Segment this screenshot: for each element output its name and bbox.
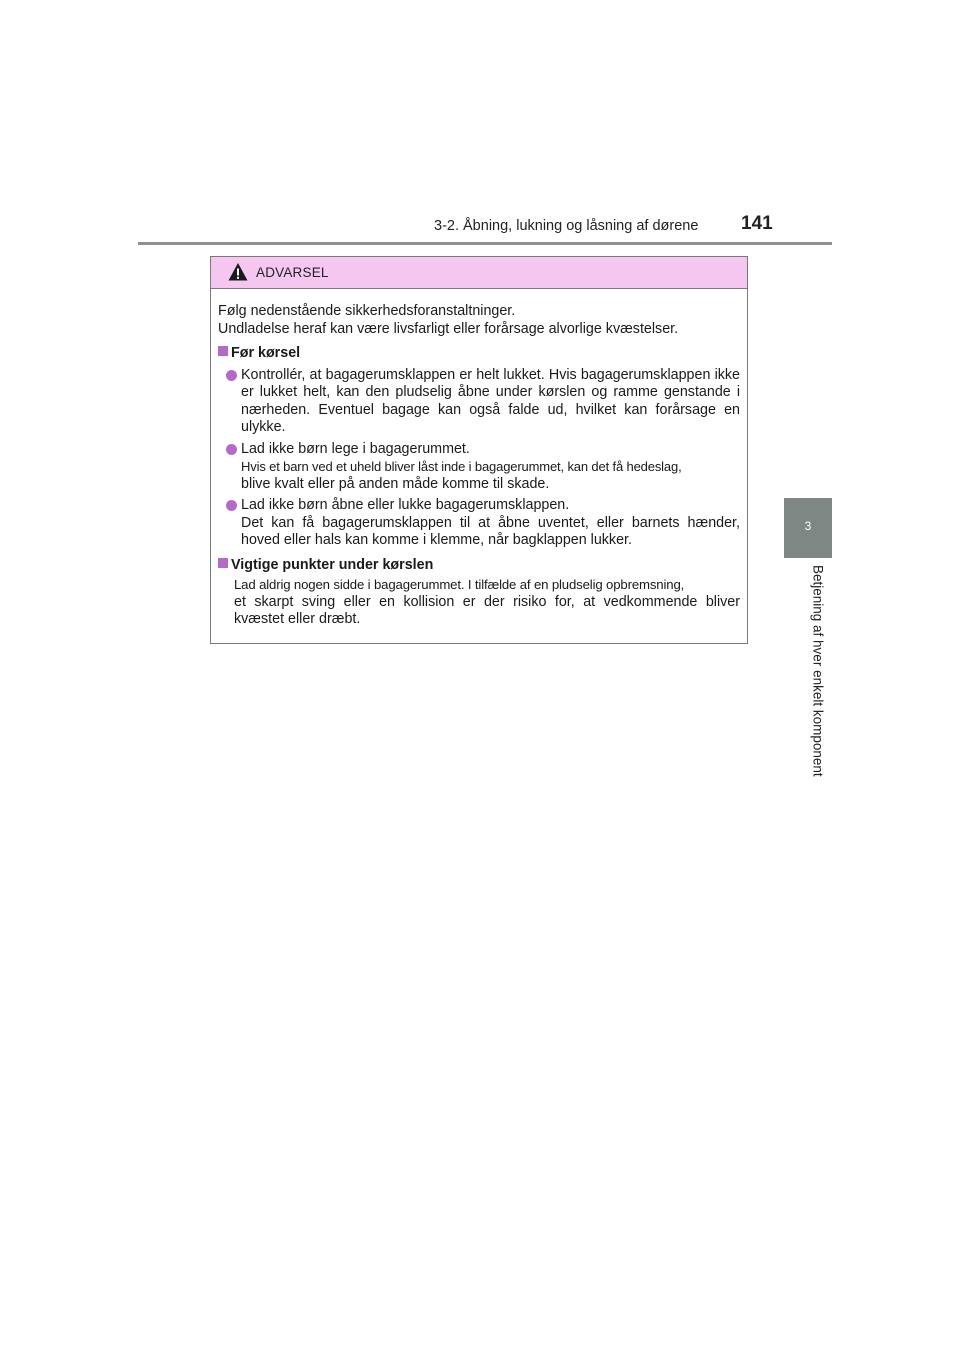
page-number: 141: [741, 213, 773, 234]
warning-header: [211, 257, 747, 289]
section-heading-text: Før kørsel: [231, 345, 301, 361]
warning-box: [210, 256, 748, 644]
list-item: [226, 367, 740, 437]
square-bullet-icon: [218, 346, 228, 356]
round-bullet-icon: [226, 370, 237, 381]
section-heading-while-driving: [218, 557, 740, 575]
list-item-text: Hvis et barn ved et uheld bliver låst inde i bagagerummet, kan det få hedeslag,: [241, 459, 682, 474]
chapter-number: 3: [804, 519, 812, 533]
header-divider: [138, 242, 832, 245]
square-bullet-icon: [218, 558, 228, 568]
chapter-tab: [784, 498, 832, 558]
chapter-label: [808, 565, 828, 780]
round-bullet-icon: [226, 500, 237, 511]
list-item: [226, 441, 740, 494]
section-text-line: et skarpt sving eller en kollision er der risiko for, at vedkommende bliver kvæstet eller dræbt.: [234, 593, 740, 627]
warning-intro-line: Følg nedenstående sikkerhedsforanstaltninger.: [218, 303, 516, 319]
warning-title: ADVARSEL: [256, 265, 329, 280]
section-title: 3-2. Åbning, lukning og låsning af dørene: [434, 218, 699, 234]
list-item-text: Kontrollér, at bagagerumsklappen er helt lukket. Hvis bagagerumsklappen ikke er lukket helt, kan den pludselig åbne under kørslen og ramme genstande i nærheden. Eventuel bagage kan også falde ud, hvilket kan forårsage en ulykke.: [241, 366, 740, 435]
section-text: [234, 576, 740, 629]
list-item: [226, 497, 740, 550]
list-item-text: Det kan få bagagerumsklappen til at åbne uventet, eller barnets hænder, hoved eller hals kan komme i klemme, når bagklappen lukker.: [241, 514, 740, 548]
warning-body: [211, 289, 747, 629]
chapter-label-text: Betjening af hver enkelt komponent: [810, 565, 826, 777]
round-bullet-icon: [226, 444, 237, 455]
section-text-line: Lad aldrig nogen sidde i bagagerummet. I tilfælde af en pludselig opbremsning,: [234, 577, 685, 592]
list-item-text: Lad ikke børn lege i bagagerummet.: [241, 440, 470, 457]
list-item-text: blive kvalt eller på anden måde komme til skade.: [241, 475, 550, 492]
list-item-text: Lad ikke børn åbne eller lukke bagagerumsklappen.: [241, 497, 570, 513]
section-heading-before-driving: [218, 345, 740, 363]
section-heading-text: Vigtige punkter under kørslen: [231, 556, 434, 573]
warning-triangle-icon: [228, 262, 248, 282]
warning-intro-line: Undladelse heraf kan være livsfarligt eller forårsage alvorlige kvæstelser.: [218, 320, 679, 337]
